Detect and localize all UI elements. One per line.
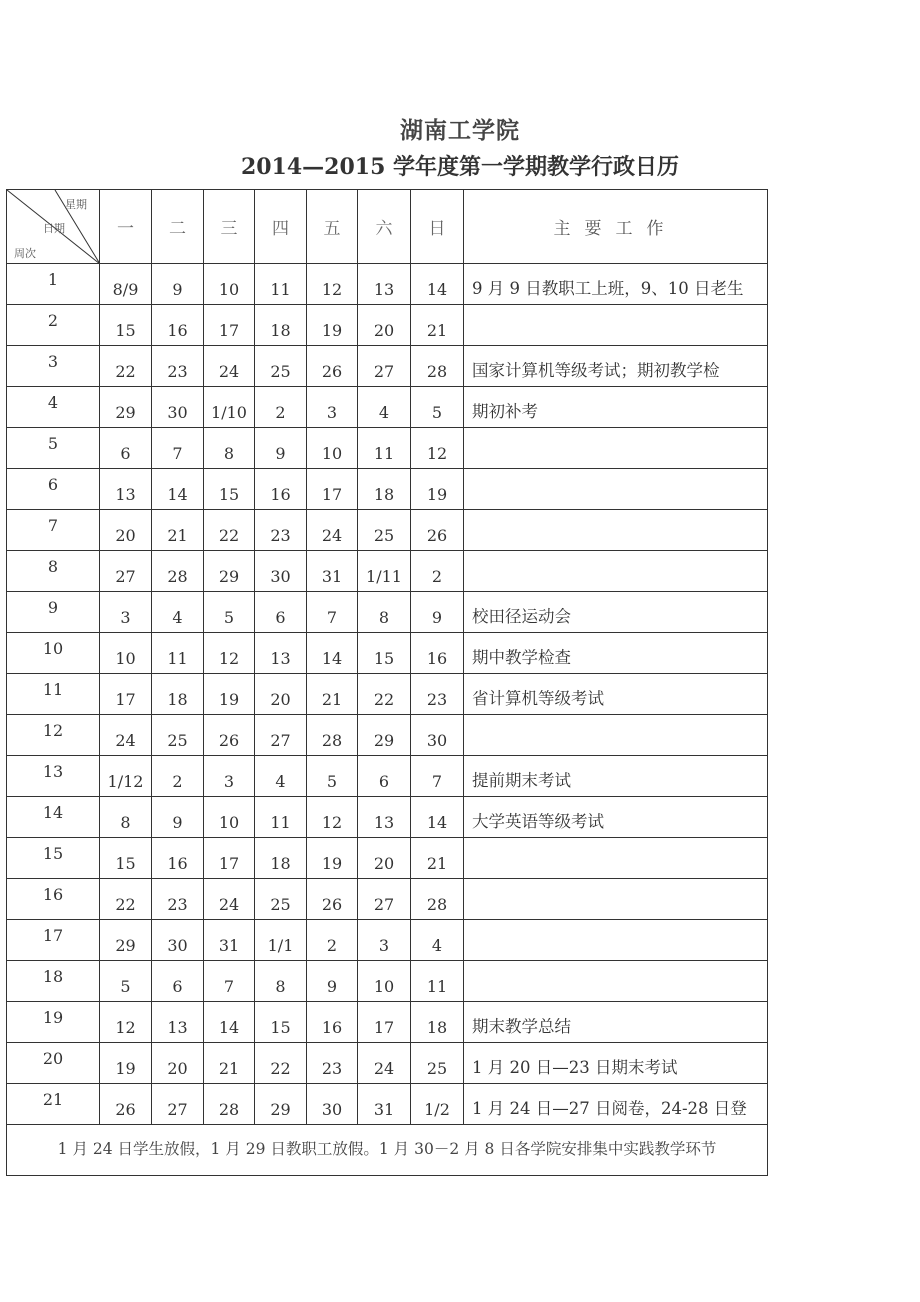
day-header-thu: 四	[255, 190, 307, 264]
date-cell: 18	[152, 674, 204, 715]
week-number-cell: 11	[7, 674, 100, 715]
date-cell: 19	[204, 674, 255, 715]
date-cell: 7	[152, 428, 204, 469]
week-row	[7, 756, 768, 797]
date-cell: 14	[307, 633, 358, 674]
date-cell: 8	[100, 797, 152, 838]
header-row	[7, 190, 768, 264]
week-row	[7, 961, 768, 1002]
day-header-fri: 五	[307, 190, 358, 264]
date-cell: 29	[100, 920, 152, 961]
date-cell: 13	[152, 1002, 204, 1043]
document-title: 湖南工学院	[400, 117, 520, 144]
date-cell: 5	[307, 756, 358, 797]
date-cell: 6	[255, 592, 307, 633]
week-number-cell: 18	[7, 961, 100, 1002]
date-cell: 13	[358, 264, 411, 305]
week-row	[7, 387, 768, 428]
date-cell: 22	[100, 879, 152, 920]
date-cell: 24	[100, 715, 152, 756]
date-cell: 2	[411, 551, 464, 592]
date-cell: 28	[411, 879, 464, 920]
date-cell: 18	[358, 469, 411, 510]
week-row	[7, 633, 768, 674]
date-cell: 27	[358, 879, 411, 920]
date-cell: 15	[358, 633, 411, 674]
date-cell: 26	[204, 715, 255, 756]
date-cell: 6	[152, 961, 204, 1002]
date-cell: 7	[307, 592, 358, 633]
main-work-cell: 9 月 9 日教职工上班，9、10 日老生	[464, 264, 768, 305]
corner-weekday-label: 星期	[65, 198, 87, 211]
date-cell: 22	[255, 1043, 307, 1084]
date-cell: 5	[411, 387, 464, 428]
week-row	[7, 879, 768, 920]
date-cell: 29	[255, 1084, 307, 1125]
main-work-cell: 1 月 20 日—23 日期末考试	[464, 1043, 768, 1084]
date-cell: 27	[255, 715, 307, 756]
date-cell: 26	[307, 879, 358, 920]
date-cell: 27	[152, 1084, 204, 1125]
date-cell: 9	[152, 264, 204, 305]
date-cell: 21	[411, 305, 464, 346]
date-cell: 16	[152, 838, 204, 879]
date-cell: 20	[255, 674, 307, 715]
week-number-cell: 3	[7, 346, 100, 387]
day-header-mon: 一	[100, 190, 152, 264]
date-cell: 21	[411, 838, 464, 879]
date-cell: 30	[255, 551, 307, 592]
week-number-cell: 21	[7, 1084, 100, 1125]
week-number-cell: 4	[7, 387, 100, 428]
date-cell: 2	[152, 756, 204, 797]
week-row	[7, 1043, 768, 1084]
date-cell: 20	[358, 838, 411, 879]
day-header-sun: 日	[411, 190, 464, 264]
date-cell: 17	[100, 674, 152, 715]
week-row	[7, 1002, 768, 1043]
main-work-cell: 1 月 24 日—27 日阅卷，24-28 日登	[464, 1084, 768, 1125]
week-row	[7, 551, 768, 592]
week-row	[7, 510, 768, 551]
day-header-tue: 二	[152, 190, 204, 264]
date-cell: 10	[204, 264, 255, 305]
date-cell: 1/10	[204, 387, 255, 428]
main-work-cell: 大学英语等级考试	[464, 797, 768, 838]
date-cell: 22	[100, 346, 152, 387]
date-cell: 3	[204, 756, 255, 797]
date-cell: 9	[152, 797, 204, 838]
date-cell: 6	[358, 756, 411, 797]
week-number-cell: 6	[7, 469, 100, 510]
week-number-cell: 7	[7, 510, 100, 551]
corner-header-cell	[7, 190, 100, 264]
date-cell: 4	[152, 592, 204, 633]
week-row	[7, 797, 768, 838]
week-number-cell: 2	[7, 305, 100, 346]
main-work-cell: 省计算机等级考试	[464, 674, 768, 715]
date-cell: 11	[358, 428, 411, 469]
date-cell: 19	[411, 469, 464, 510]
day-header-wed: 三	[204, 190, 255, 264]
date-cell: 14	[204, 1002, 255, 1043]
footer-note: 1 月 24 日学生放假，1 月 29 日教职工放假。1 月 30－2 月 8 日各学院安排集中实践教学环节	[7, 1125, 768, 1176]
date-cell: 25	[255, 346, 307, 387]
week-row	[7, 469, 768, 510]
date-cell: 29	[358, 715, 411, 756]
date-cell: 12	[307, 797, 358, 838]
date-cell: 5	[204, 592, 255, 633]
date-cell: 23	[255, 510, 307, 551]
date-cell: 23	[307, 1043, 358, 1084]
main-work-cell	[464, 469, 768, 510]
date-cell: 14	[152, 469, 204, 510]
work-header: 主要工作	[464, 190, 768, 264]
date-cell: 1/12	[100, 756, 152, 797]
date-cell: 2	[307, 920, 358, 961]
week-number-cell: 13	[7, 756, 100, 797]
week-number-cell: 15	[7, 838, 100, 879]
date-cell: 26	[307, 346, 358, 387]
date-cell: 13	[255, 633, 307, 674]
main-work-cell	[464, 920, 768, 961]
date-cell: 30	[307, 1084, 358, 1125]
date-cell: 31	[307, 551, 358, 592]
main-work-cell	[464, 879, 768, 920]
date-cell: 30	[152, 387, 204, 428]
week-row	[7, 305, 768, 346]
week-row	[7, 920, 768, 961]
main-work-cell: 期末教学总结	[464, 1002, 768, 1043]
date-cell: 6	[100, 428, 152, 469]
date-cell: 12	[307, 264, 358, 305]
date-cell: 24	[204, 346, 255, 387]
main-work-cell	[464, 551, 768, 592]
calendar-body	[7, 264, 768, 1125]
week-row	[7, 838, 768, 879]
main-work-cell	[464, 510, 768, 551]
date-cell: 19	[307, 305, 358, 346]
main-work-cell	[464, 838, 768, 879]
date-cell: 15	[255, 1002, 307, 1043]
main-work-cell: 期初补考	[464, 387, 768, 428]
corner-week-label: 周次	[14, 247, 36, 260]
week-number-cell: 14	[7, 797, 100, 838]
main-work-cell	[464, 715, 768, 756]
week-number-cell: 12	[7, 715, 100, 756]
date-cell: 12	[204, 633, 255, 674]
date-cell: 22	[358, 674, 411, 715]
date-cell: 1/2	[411, 1084, 464, 1125]
week-number-cell: 16	[7, 879, 100, 920]
date-cell: 25	[152, 715, 204, 756]
date-cell: 23	[411, 674, 464, 715]
main-work-cell: 期中教学检查	[464, 633, 768, 674]
date-cell: 12	[100, 1002, 152, 1043]
date-cell: 17	[204, 838, 255, 879]
date-cell: 11	[411, 961, 464, 1002]
date-cell: 2	[255, 387, 307, 428]
date-cell: 28	[307, 715, 358, 756]
date-cell: 25	[358, 510, 411, 551]
week-row	[7, 1084, 768, 1125]
corner-date-label: 日期	[43, 222, 65, 235]
date-cell: 11	[255, 264, 307, 305]
date-cell: 10	[307, 428, 358, 469]
week-row	[7, 264, 768, 305]
date-cell: 8	[358, 592, 411, 633]
date-cell: 5	[100, 961, 152, 1002]
date-cell: 24	[358, 1043, 411, 1084]
date-cell: 15	[100, 305, 152, 346]
main-work-cell: 提前期末考试	[464, 756, 768, 797]
date-cell: 30	[152, 920, 204, 961]
date-cell: 20	[358, 305, 411, 346]
date-cell: 17	[358, 1002, 411, 1043]
week-number-cell: 17	[7, 920, 100, 961]
date-cell: 17	[204, 305, 255, 346]
date-cell: 1/1	[255, 920, 307, 961]
date-cell: 9	[255, 428, 307, 469]
date-cell: 18	[255, 305, 307, 346]
date-cell: 14	[411, 797, 464, 838]
date-cell: 16	[307, 1002, 358, 1043]
date-cell: 15	[204, 469, 255, 510]
date-cell: 23	[152, 879, 204, 920]
date-cell: 12	[411, 428, 464, 469]
date-cell: 9	[307, 961, 358, 1002]
date-cell: 21	[307, 674, 358, 715]
calendar-table	[6, 189, 768, 1176]
document-subtitle: 2014—2015 学年度第一学期教学行政日历	[240, 154, 680, 180]
date-cell: 7	[204, 961, 255, 1002]
date-cell: 7	[411, 756, 464, 797]
date-cell: 17	[307, 469, 358, 510]
date-cell: 27	[100, 551, 152, 592]
main-work-cell	[464, 428, 768, 469]
date-cell: 22	[204, 510, 255, 551]
week-number-cell: 9	[7, 592, 100, 633]
week-row	[7, 346, 768, 387]
week-number-cell: 1	[7, 264, 100, 305]
date-cell: 8	[255, 961, 307, 1002]
date-cell: 15	[100, 838, 152, 879]
date-cell: 26	[100, 1084, 152, 1125]
date-cell: 31	[204, 920, 255, 961]
date-cell: 24	[307, 510, 358, 551]
date-cell: 23	[152, 346, 204, 387]
main-work-cell: 校田径运动会	[464, 592, 768, 633]
date-cell: 16	[152, 305, 204, 346]
footer-row	[7, 1125, 768, 1176]
date-cell: 21	[204, 1043, 255, 1084]
date-cell: 19	[307, 838, 358, 879]
week-number-cell: 20	[7, 1043, 100, 1084]
week-number-cell: 10	[7, 633, 100, 674]
day-header-sat: 六	[358, 190, 411, 264]
date-cell: 28	[152, 551, 204, 592]
date-cell: 3	[100, 592, 152, 633]
week-row	[7, 428, 768, 469]
date-cell: 21	[152, 510, 204, 551]
date-cell: 20	[100, 510, 152, 551]
date-cell: 13	[100, 469, 152, 510]
date-cell: 29	[204, 551, 255, 592]
main-work-cell	[464, 961, 768, 1002]
date-cell: 27	[358, 346, 411, 387]
date-cell: 3	[307, 387, 358, 428]
date-cell: 11	[152, 633, 204, 674]
date-cell: 1/11	[358, 551, 411, 592]
date-cell: 16	[255, 469, 307, 510]
week-row	[7, 592, 768, 633]
date-cell: 14	[411, 264, 464, 305]
date-cell: 25	[411, 1043, 464, 1084]
date-cell: 3	[358, 920, 411, 961]
date-cell: 10	[358, 961, 411, 1002]
date-cell: 28	[204, 1084, 255, 1125]
date-cell: 19	[100, 1043, 152, 1084]
week-number-cell: 19	[7, 1002, 100, 1043]
week-row	[7, 674, 768, 715]
date-cell: 25	[255, 879, 307, 920]
main-work-cell: 国家计算机等级考试；期初教学检	[464, 346, 768, 387]
week-row	[7, 715, 768, 756]
date-cell: 8	[204, 428, 255, 469]
date-cell: 13	[358, 797, 411, 838]
date-cell: 9	[411, 592, 464, 633]
week-number-cell: 8	[7, 551, 100, 592]
date-cell: 28	[411, 346, 464, 387]
date-cell: 11	[255, 797, 307, 838]
date-cell: 29	[100, 387, 152, 428]
date-cell: 10	[100, 633, 152, 674]
date-cell: 20	[152, 1043, 204, 1084]
date-cell: 18	[411, 1002, 464, 1043]
date-cell: 31	[358, 1084, 411, 1125]
date-cell: 26	[411, 510, 464, 551]
date-cell: 24	[204, 879, 255, 920]
week-number-cell: 5	[7, 428, 100, 469]
date-cell: 18	[255, 838, 307, 879]
date-cell: 8/9	[100, 264, 152, 305]
date-cell: 4	[358, 387, 411, 428]
date-cell: 16	[411, 633, 464, 674]
date-cell: 30	[411, 715, 464, 756]
main-work-cell	[464, 305, 768, 346]
date-cell: 10	[204, 797, 255, 838]
date-cell: 4	[411, 920, 464, 961]
date-cell: 4	[255, 756, 307, 797]
